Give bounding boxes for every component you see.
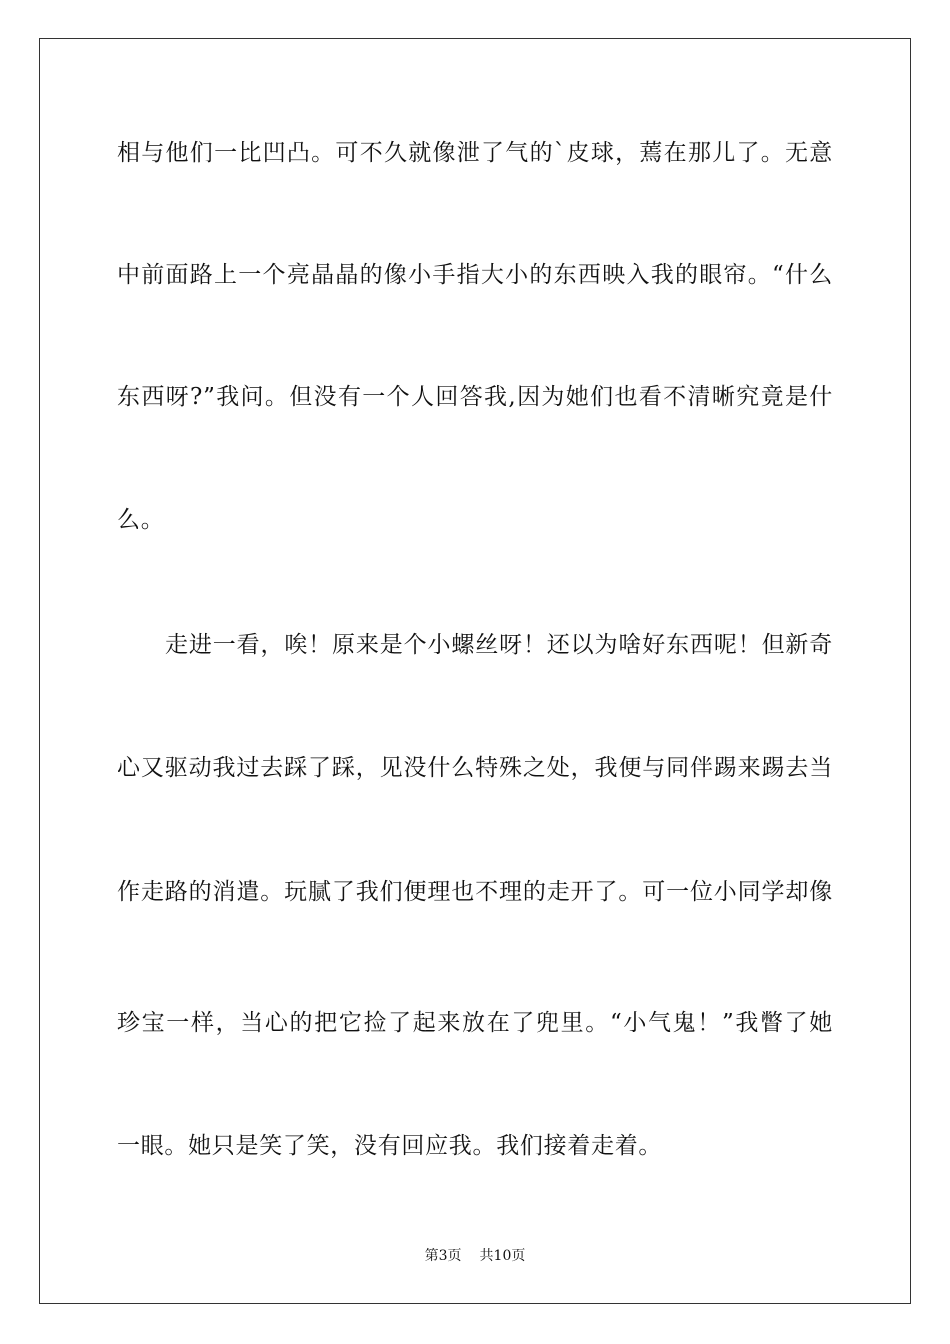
text-line-3: 东西呀?”我问。但没有一个人回答我,因为她们也看不清晰究竟是什: [117, 384, 833, 410]
text-line-5: 走进一看，唉！原来是个小螺丝呀！还以为啥好东西呢！但新奇: [165, 632, 833, 658]
text-line-4: 么。: [117, 507, 165, 533]
text-line-7: 作走路的消遣。玩腻了我们便理也不理的走开了。可一位小同学却像: [117, 879, 833, 905]
text-line-9: 一眼。她只是笑了笑，没有回应我。我们接着走着。: [117, 1133, 663, 1159]
text-line-6: 心又驱动我过去踩了踩，见没什么特殊之处，我便与同伴踢来踢去当: [117, 755, 833, 781]
text-line-8: 珍宝一样，当心的把它捡了起来放在了兜里。“小气鬼！”我瞥了她: [117, 1010, 833, 1036]
page-number: 第3页: [424, 1248, 462, 1264]
page-total: 共10页: [479, 1248, 526, 1264]
text-line-2: 中前面路上一个亮晶晶的像小手指大小的东西映入我的眼帘。“什么: [117, 262, 833, 288]
text-line-1: 相与他们一比凹凸。可不久就像泄了气的`皮球，蔫在那儿了。无意: [117, 140, 833, 166]
page-footer: [0, 1246, 950, 1266]
page-border: [39, 38, 911, 1304]
